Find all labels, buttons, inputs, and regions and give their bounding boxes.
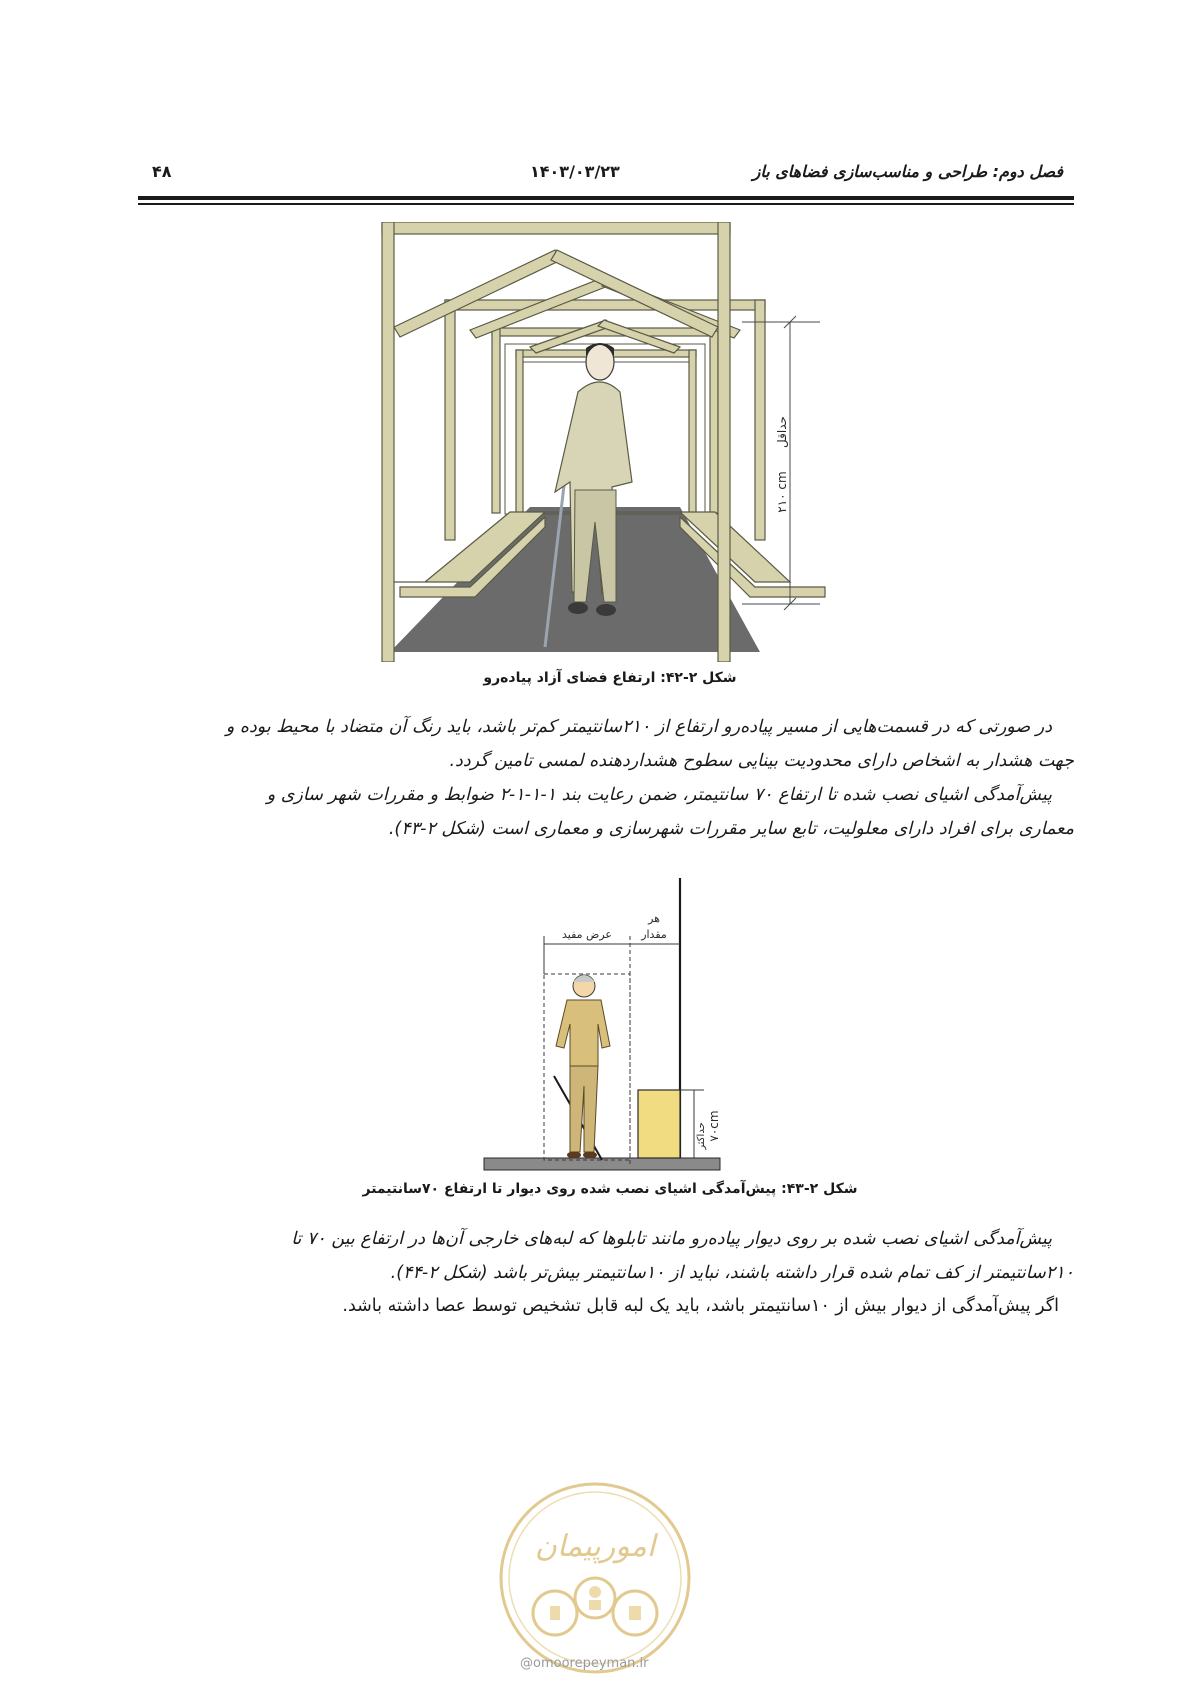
paragraph-1-line-1: در صورتی که در قسمت‌هایی از مسیر پیاده‌رو ارتفاع از ۲۱۰سانتیمتر کم‌تر باشد، باید رنگ آن متضاد با محیط بوده و <box>225 717 1052 737</box>
paragraph-3-line-2: ۲۱۰سانتیمتر از کف تمام شده قرار داشته باشند، نباید از ۱۰سانتیمتر بیش‌تر باشد (شکل ۲-۴۴). <box>390 1263 1074 1283</box>
chapter-title: فصل دوم: طراحی و مناسب‌سازی فضاهای باز <box>752 162 1063 181</box>
paragraph-3-line-1: پیش‌آمدگی اشیای نصب شده بر روی دیوار پیاده‌رو مانند تابلوها که لبه‌های خارجی آن‌ها در ارتفاع بین ۷۰ تا <box>291 1229 1052 1249</box>
figure-42-caption: شکل ۲-۴۲: ارتفاع فضای آزاد پیاده‌رو <box>483 670 737 686</box>
paragraph-4: اگر پیش‌آمدگی از دیوار بیش از ۱۰سانتیمتر باشد، باید یک لبه قابل تشخیص توسط عصا داشته باشد. <box>342 1296 1059 1316</box>
watermark-logo <box>495 1478 695 1678</box>
figure-43-caption: شکل ۲-۴۳: پیش‌آمدگی اشیای نصب شده روی دیوار تا ارتفاع ۷۰سانتیمتر <box>362 1181 858 1197</box>
paragraph-2-line-1: پیش‌آمدگی اشیای نصب شده تا ارتفاع ۷۰ سانتیمتر، ضمن رعایت بند ۱-۱-۱-۲ ضوابط و مقررات شهر سازی و <box>266 785 1052 805</box>
label-any-amount-2: مقدار <box>641 928 667 941</box>
clearance-label-min: حداقل <box>775 416 789 448</box>
paragraph-1-line-2: جهت هشدار به اشخاص دارای محدودیت بینایی سطوح هشداردهنده لمسی تامین گردد. <box>449 751 1074 771</box>
wall-mounted-object <box>638 1090 680 1158</box>
paragraph-3 <box>138 1222 1074 1290</box>
page-number: ۴۸ <box>152 162 172 181</box>
header-date: ۱۴۰۳/۰۳/۲۳ <box>530 162 620 181</box>
label-useful-width: عرض مفید <box>562 928 612 941</box>
paragraph-1 <box>138 710 1074 778</box>
clearance-label-value: ۲۱۰ cm <box>775 471 789 513</box>
watermark-logo-text: امورپیمان <box>534 1529 656 1564</box>
label-max-value: ۷۰cm <box>707 1110 721 1142</box>
figure-wall-protrusion <box>482 876 732 1176</box>
paragraph-2 <box>138 778 1074 846</box>
label-max: حداکثر <box>696 1122 707 1150</box>
header-rule-thin <box>138 203 1074 205</box>
figure-sidewalk-clearance <box>380 222 840 662</box>
paragraph-2-line-2: معماری برای افراد دارای معلولیت، تابع سایر مقررات شهرسازی و معماری است (شکل ۲-۴۳). <box>388 819 1074 839</box>
label-any-amount-1: هر <box>648 912 660 925</box>
header-rule-thick <box>138 196 1074 200</box>
pedestrian-with-white-cane <box>554 975 610 1160</box>
watermark-url: @omoorepeyman.ir <box>520 1656 649 1671</box>
